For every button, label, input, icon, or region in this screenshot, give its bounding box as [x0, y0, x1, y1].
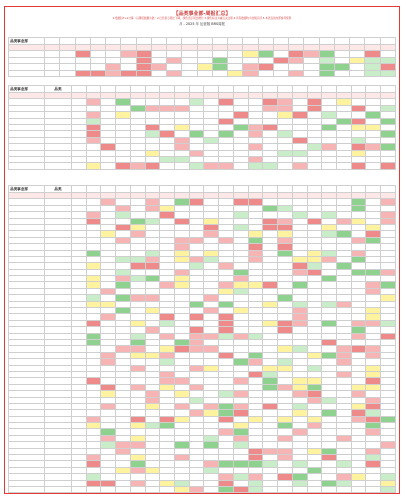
table-cell — [160, 486, 175, 492]
table-cell — [336, 486, 351, 492]
table-cell — [219, 163, 234, 169]
header-cell — [248, 186, 263, 193]
table-cell — [116, 163, 131, 169]
table-header-row — [9, 186, 396, 193]
header-cell — [350, 38, 365, 45]
table-cell — [9, 163, 45, 169]
table-cell — [278, 486, 293, 492]
report-header — [5, 10, 399, 26]
table-cell — [45, 70, 60, 76]
header-cell: 品类事业部 — [9, 186, 45, 193]
header-cell — [75, 38, 90, 45]
table-cell — [289, 70, 304, 76]
table-cell — [160, 163, 175, 169]
header-cell — [86, 86, 101, 93]
header-cell — [160, 186, 175, 193]
report-table — [8, 37, 396, 77]
table-cell — [197, 70, 212, 76]
table-cell — [351, 486, 366, 492]
header-cell — [45, 38, 60, 45]
header-cell — [381, 86, 396, 93]
table-cell — [130, 163, 145, 169]
header-cell — [263, 86, 278, 93]
header-cell — [204, 186, 219, 193]
header-cell — [90, 38, 105, 45]
header-cell — [292, 186, 307, 193]
header-cell — [160, 86, 175, 93]
table-cell — [72, 486, 87, 492]
table-cell — [233, 163, 248, 169]
header-cell — [319, 38, 334, 45]
header-cell — [233, 86, 248, 93]
table-cell — [167, 70, 182, 76]
table-cell — [307, 163, 322, 169]
report-title: 【品类事业部-周报汇总】 — [173, 11, 231, 17]
table-cell — [322, 486, 337, 492]
header-cell — [116, 86, 131, 93]
header-cell — [322, 86, 337, 93]
table-cell — [366, 486, 381, 492]
report-note: 1.数据以T+1计算（以周报数据为准）2.红色表示同比下降，绿色表示同比增长 3.黄色标注为重点关注项 4.所有数据均为含税口径 5.本表仅供内部参考使用 — [112, 17, 292, 20]
header-cell — [175, 86, 190, 93]
table-cell — [351, 163, 366, 169]
table-cell — [248, 163, 263, 169]
header-cell — [307, 186, 322, 193]
header-cell — [136, 38, 151, 45]
report-frame — [4, 6, 400, 494]
table-cell — [322, 163, 337, 169]
table-cell — [189, 163, 204, 169]
header-cell — [72, 86, 87, 93]
table-cell — [182, 70, 197, 76]
header-cell — [334, 38, 349, 45]
category-table-section — [8, 85, 396, 170]
table-cell — [86, 486, 101, 492]
table-cell — [75, 70, 90, 76]
header-cell — [204, 86, 219, 93]
table-cell — [204, 163, 219, 169]
header-cell — [86, 186, 101, 193]
header-cell — [351, 86, 366, 93]
header-cell: 品类事业部 — [9, 86, 45, 93]
table-row — [9, 163, 396, 169]
header-cell — [121, 38, 136, 45]
header-cell — [197, 38, 212, 45]
header-cell — [182, 38, 197, 45]
detail-table-section — [8, 185, 396, 493]
header-cell — [72, 186, 87, 193]
table-cell — [9, 486, 45, 492]
table-cell — [219, 486, 234, 492]
table-cell — [380, 70, 396, 76]
table-cell — [258, 70, 273, 76]
table-cell — [136, 70, 151, 76]
table-row — [9, 486, 396, 492]
table-cell — [175, 163, 190, 169]
table-header-row — [9, 86, 396, 93]
table-cell — [45, 486, 72, 492]
header-cell — [322, 186, 337, 193]
header-cell — [336, 186, 351, 193]
header-cell — [167, 38, 182, 45]
header-cell: 品类事业部 — [9, 38, 45, 45]
header-cell — [228, 38, 243, 45]
table-cell — [72, 163, 87, 169]
table-cell — [90, 70, 105, 76]
header-cell — [304, 38, 319, 45]
table-header-row — [9, 38, 396, 45]
table-cell — [233, 486, 248, 492]
table-cell — [319, 70, 334, 76]
table-cell — [86, 163, 101, 169]
table-cell — [336, 163, 351, 169]
table-cell — [151, 70, 166, 76]
header-cell — [175, 186, 190, 193]
table-cell — [60, 70, 75, 76]
table-cell — [101, 163, 116, 169]
header-cell — [278, 186, 293, 193]
table-cell — [145, 486, 160, 492]
table-cell — [228, 70, 243, 76]
table-cell — [263, 486, 278, 492]
header-cell — [101, 186, 116, 193]
table-cell — [381, 163, 396, 169]
table-cell — [366, 163, 381, 169]
table-cell — [130, 486, 145, 492]
header-cell — [365, 38, 380, 45]
table-cell — [278, 163, 293, 169]
header-cell — [130, 186, 145, 193]
header-cell — [248, 86, 263, 93]
header-cell — [289, 38, 304, 45]
header-cell — [366, 186, 381, 193]
header-cell — [273, 38, 288, 45]
header-cell — [189, 86, 204, 93]
table-cell — [116, 486, 131, 492]
table-cell — [106, 70, 121, 76]
header-cell — [263, 186, 278, 193]
table-cell — [248, 486, 263, 492]
header-cell — [219, 86, 234, 93]
header-cell — [130, 86, 145, 93]
table-row — [9, 70, 396, 76]
table-cell — [45, 163, 72, 169]
report-subtitle: 月 - 2025 年 运营版 BRS周报 — [179, 22, 225, 26]
table-cell — [212, 70, 227, 76]
header-cell: 品类 — [45, 186, 72, 193]
header-cell — [106, 38, 121, 45]
table-cell — [365, 70, 380, 76]
table-cell — [304, 70, 319, 76]
table-cell — [292, 163, 307, 169]
header-cell — [219, 186, 234, 193]
header-cell — [278, 86, 293, 93]
header-cell — [258, 38, 273, 45]
header-cell — [145, 86, 160, 93]
header-cell — [292, 86, 307, 93]
table-cell — [273, 70, 288, 76]
table-cell — [334, 70, 349, 76]
header-cell — [381, 186, 396, 193]
report-table — [8, 185, 396, 493]
table-cell — [9, 70, 45, 76]
header-cell — [145, 186, 160, 193]
header-cell — [212, 38, 227, 45]
table-cell — [292, 486, 307, 492]
header-cell — [380, 38, 396, 45]
header-cell — [336, 86, 351, 93]
table-cell — [145, 163, 160, 169]
table-cell — [101, 486, 116, 492]
table-cell — [263, 163, 278, 169]
table-cell — [381, 486, 396, 492]
header-cell — [60, 38, 75, 45]
header-cell — [351, 186, 366, 193]
table-cell — [121, 70, 136, 76]
report-table — [8, 85, 396, 170]
header-cell — [233, 186, 248, 193]
summary-table-section — [8, 37, 396, 77]
table-cell — [175, 486, 190, 492]
table-cell — [243, 70, 258, 76]
table-cell — [307, 486, 322, 492]
table-cell — [189, 486, 204, 492]
table-cell — [350, 70, 365, 76]
header-cell — [366, 86, 381, 93]
header-cell: 品类 — [45, 86, 72, 93]
header-cell — [189, 186, 204, 193]
header-cell — [116, 186, 131, 193]
header-cell — [101, 86, 116, 93]
header-cell — [307, 86, 322, 93]
header-cell — [243, 38, 258, 45]
header-cell — [151, 38, 166, 45]
table-cell — [204, 486, 219, 492]
